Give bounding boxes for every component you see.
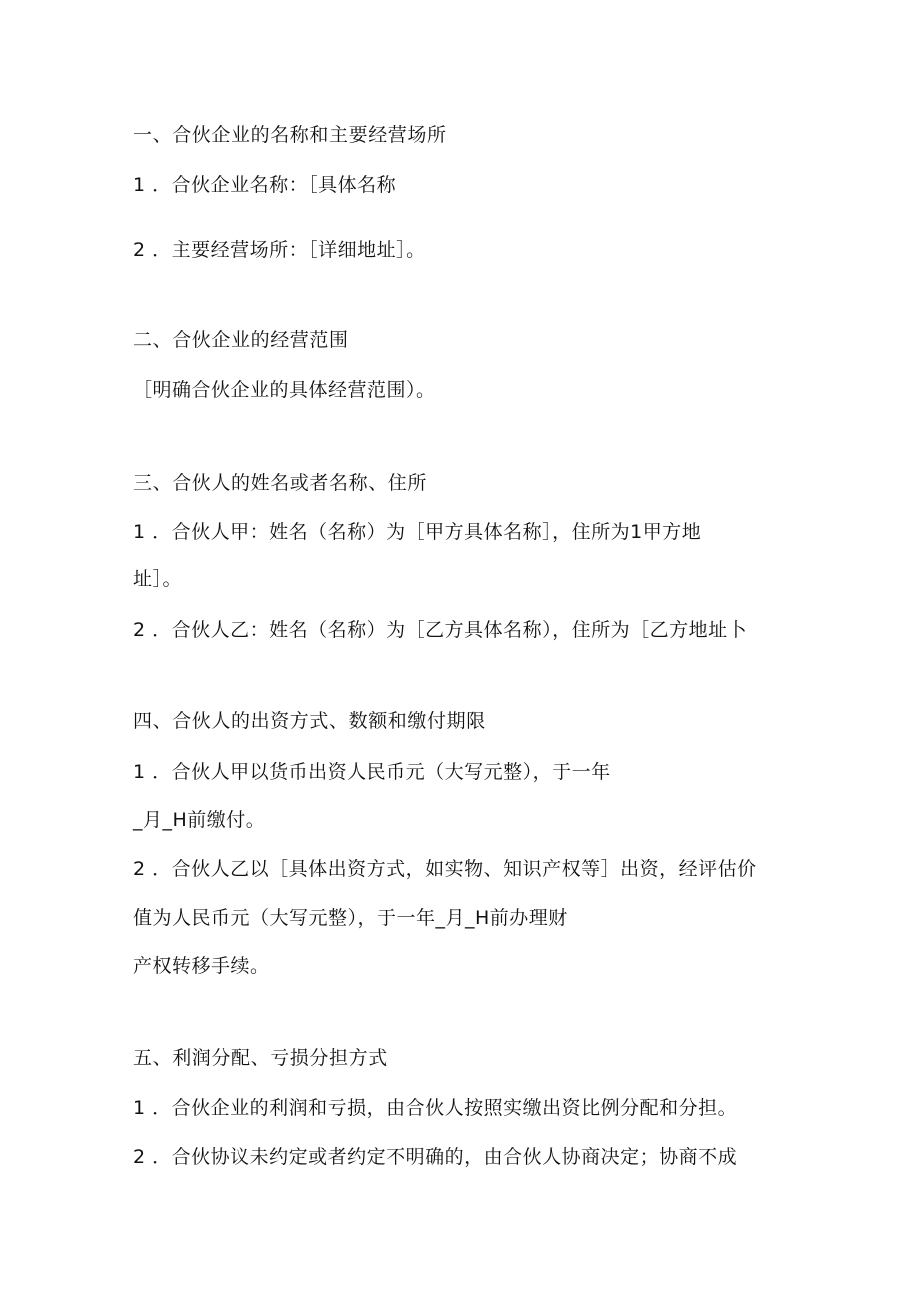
section-3-item-2: 2 ．合伙人乙：姓名（名称）为［乙方具体名称），住所为［乙方地址卜 [133,619,748,641]
section-2-heading: 二、合伙企业的经营范围 [133,329,349,351]
section-5-item-1: 1 ．合伙企业的利润和亏损，由合伙人按照实缴出资比例分配和分担。 [133,1097,738,1119]
section-3-heading: 三、合伙人的姓名或者名称、住所 [133,472,428,494]
section-1-item-1: 1 ．合伙企业名称：［具体名称 [133,174,397,196]
section-4-heading: 四、合伙人的出资方式、数额和缴付期限 [133,710,486,732]
section-4-item-2: 2 ．合伙人乙以［具体出资方式，如实物、知识产权等］出资，经评估价 [133,858,757,880]
section-3-item-1: 1 ．合伙人甲：姓名（名称）为［甲方具体名称］，住所为1甲方地 [133,521,702,543]
section-5-heading: 五、利润分配、亏损分担方式 [133,1047,388,1069]
section-3-item-1-cont: 址］。 [133,568,183,590]
section-5-item-2: 2 ．合伙协议未约定或者约定不明确的，由合伙人协商决定；协商不成 [133,1146,738,1168]
section-4-item-2-cont: 值为人民币元（大写元整），于一年_月_H前办理财 [133,907,568,929]
section-1-item-2: 2 ．主要经营场所：［详细地址］。 [133,239,426,261]
section-4-item-2-cont2: 产权转移手续。 [133,955,270,977]
section-4-item-1: 1 ．合伙人甲以货币出资人民币元（大写元整），于一年 [133,761,611,783]
section-1-heading: 一、合伙企业的名称和主要经营场所 [133,124,447,146]
section-4-item-1-cont: _月_H前缴付。 [133,809,266,831]
section-2-text: ［明确合伙企业的具体经营范围）。 [133,379,436,401]
